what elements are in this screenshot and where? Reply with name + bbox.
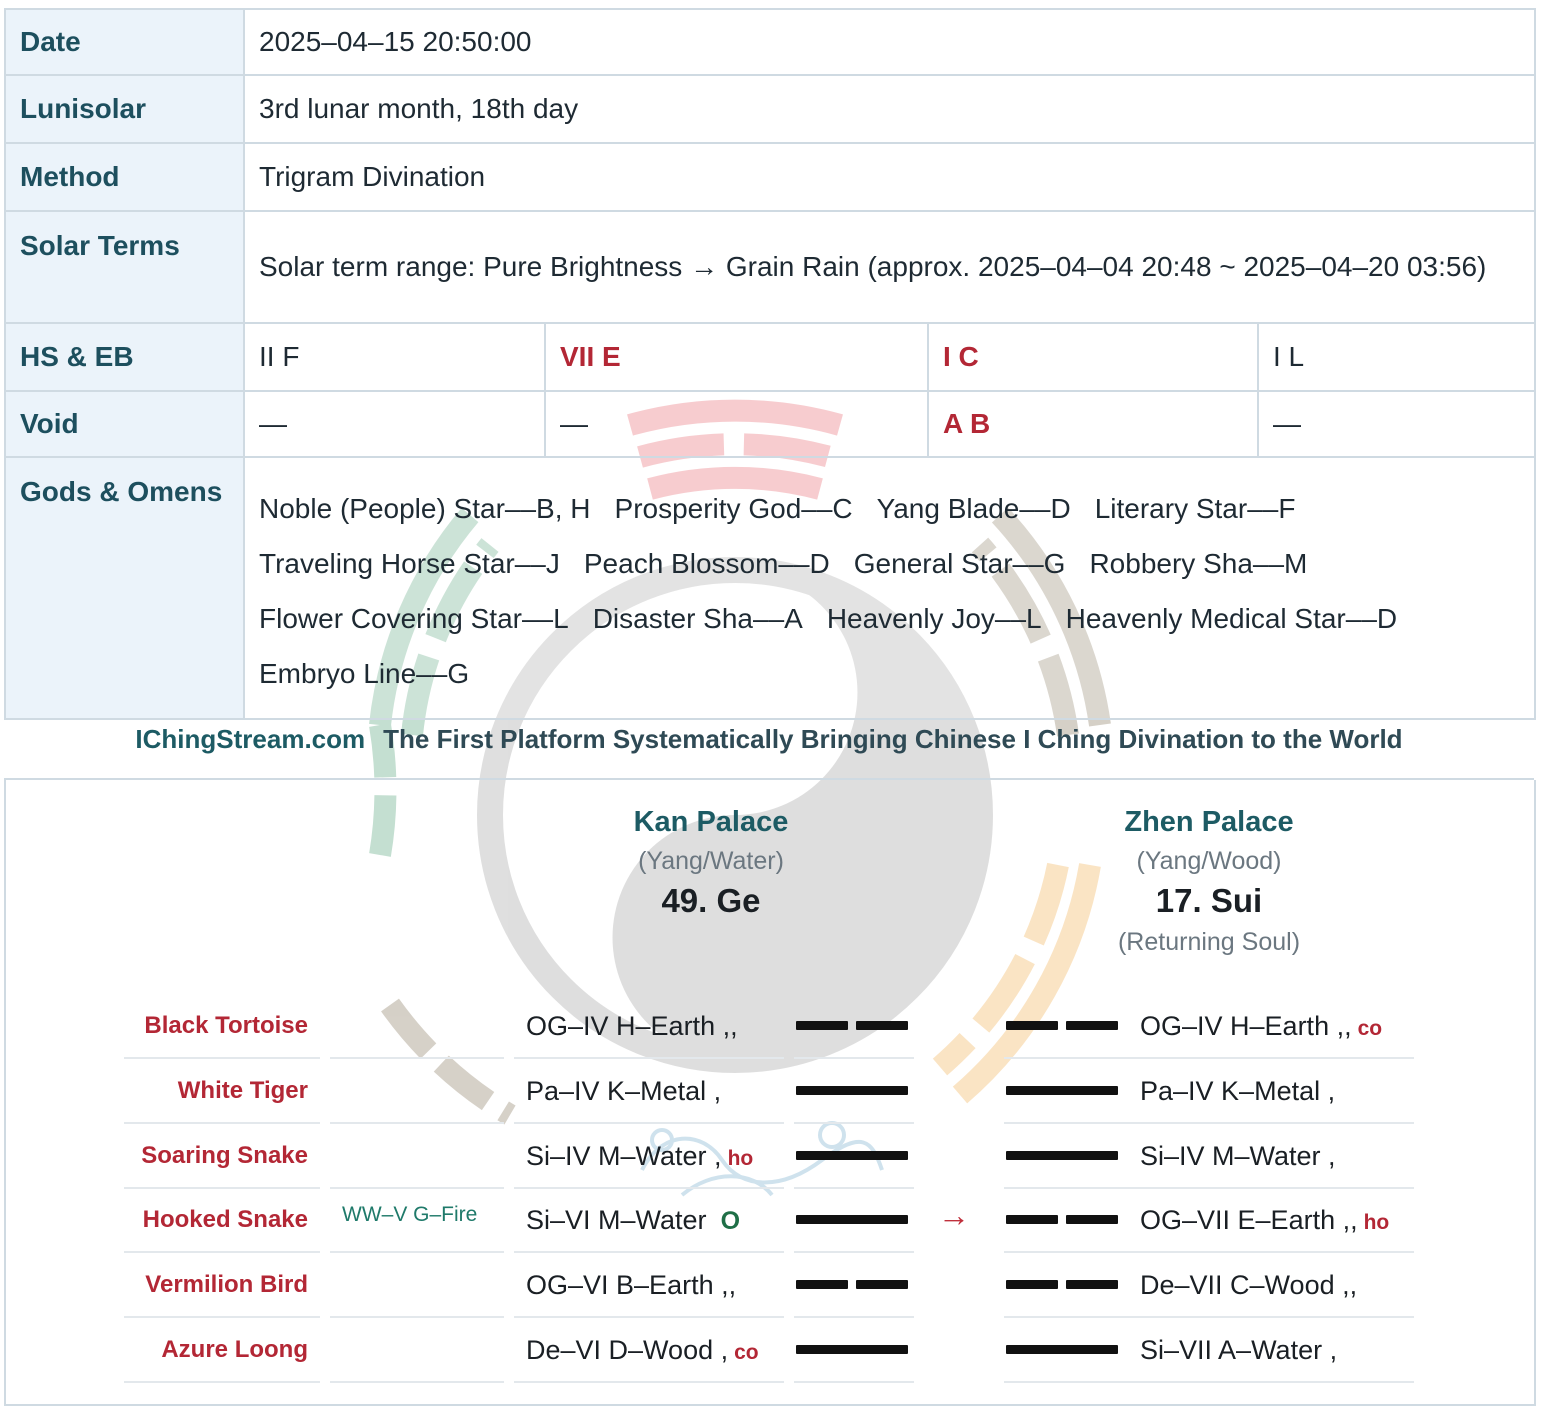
primary-yin-line-right	[856, 1021, 908, 1030]
hidden-spirit: WW–V G–Fire	[342, 1203, 478, 1226]
six-god: Hooked Snake	[142, 1206, 308, 1233]
hseb-hour: I L	[1258, 323, 1535, 391]
primary-line-text: Pa–IV K–Metal ,	[526, 1076, 722, 1106]
changed-yin-line-right	[1066, 1215, 1118, 1224]
hidden-spirit-cell	[330, 1060, 504, 1124]
hidden-spirit-cell	[330, 1125, 504, 1189]
changed-line-tag: co	[1357, 1017, 1383, 1040]
primary-line-text: OG–IV H–Earth ,,	[526, 1011, 738, 1041]
changed-line-cell	[1128, 1060, 1414, 1124]
gods-omens-list	[244, 457, 1535, 719]
line-row	[124, 1254, 1414, 1319]
change-arrow-cell	[914, 1319, 994, 1381]
changed-yin-line-left	[1006, 1280, 1058, 1289]
hseb-label: HS & EB	[5, 323, 244, 391]
line-row	[124, 995, 1414, 1060]
hidden-spirit-cell	[330, 1189, 504, 1253]
hidden-spirit-cell	[330, 1254, 504, 1318]
changed-line-tag: ho	[1363, 1211, 1390, 1234]
change-arrow-cell	[914, 1254, 994, 1316]
changed-line-bar	[1004, 1319, 1128, 1383]
changed-hexagram-note: (Returning Soul)	[1117, 928, 1301, 956]
line-row	[124, 1189, 1414, 1254]
solar-terms-value: Solar term range: Pure Brightness → Grain Rain (approx. 2025–04–04 20:48 ~ 2025–04–20 03:56)	[244, 211, 1535, 323]
six-god-cell	[124, 995, 320, 1059]
primary-line-cell	[514, 1319, 784, 1383]
primary-line-cell	[514, 1060, 784, 1124]
line-row	[124, 1125, 1414, 1190]
six-god-cell	[124, 1254, 320, 1318]
changed-line-text: OG–IV H–Earth ,,	[1140, 1011, 1352, 1041]
moving-line-mark: O	[720, 1207, 741, 1235]
god-omen-item: Yang Blade––D	[876, 493, 1071, 524]
hseb-year: II F	[244, 323, 545, 391]
void-day: A B	[928, 391, 1258, 457]
changed-hexagram-name: 17. Sui	[1155, 882, 1263, 919]
line-row	[124, 1060, 1414, 1125]
line-row	[124, 1319, 1414, 1384]
primary-hexagram-name: 49. Ge	[661, 882, 761, 919]
primary-hexagram-header	[531, 806, 891, 920]
changed-line-text: Si–IV M–Water ,	[1140, 1141, 1336, 1171]
six-god-cell	[124, 1060, 320, 1124]
primary-line-cell	[514, 1254, 784, 1318]
primary-line-text: Si–VI M–Water	[526, 1205, 707, 1235]
changed-yin-line-left	[1006, 1021, 1058, 1030]
primary-yang-line	[796, 1151, 908, 1160]
changed-yin-line-right	[1066, 1021, 1118, 1030]
change-arrow-cell	[914, 995, 994, 1057]
six-god: Black Tortoise	[144, 1012, 308, 1039]
changed-line-bar	[1004, 1254, 1128, 1318]
changed-line-bar	[1004, 1125, 1128, 1189]
six-god-cell	[124, 1189, 320, 1253]
changed-palace-attr: (Yang/Wood)	[1136, 847, 1282, 875]
changed-line-text: Pa–IV K–Metal ,	[1140, 1076, 1336, 1106]
changed-line-text: De–VII C–Wood ,,	[1140, 1270, 1358, 1300]
primary-line-cell	[514, 1189, 784, 1253]
changed-line-cell	[1128, 1189, 1414, 1253]
changed-line-bar	[1004, 1060, 1128, 1124]
changed-yin-line-left	[1006, 1215, 1058, 1224]
void-label: Void	[5, 391, 244, 457]
god-omen-item: Disaster Sha––A	[592, 603, 803, 634]
gods-omens-label: Gods & Omens	[5, 457, 244, 719]
primary-line-tag: ho	[727, 1147, 754, 1170]
changed-yang-line	[1006, 1151, 1118, 1160]
primary-line-text: De–VI D–Wood ,	[526, 1335, 729, 1365]
change-arrow: →	[938, 1197, 970, 1233]
change-arrow-cell	[914, 1189, 994, 1251]
hidden-spirit-cell	[330, 995, 504, 1059]
six-god: Soaring Snake	[141, 1142, 308, 1169]
method-label: Method	[5, 143, 244, 211]
void-hour: —	[1258, 391, 1535, 457]
changed-line-bar	[1004, 995, 1128, 1059]
primary-line-cell	[514, 1125, 784, 1189]
god-omen-item: Embryo Line––G	[259, 658, 470, 689]
change-arrow-cell	[914, 1060, 994, 1122]
god-omen-item: Heavenly Medical Star––D	[1065, 603, 1398, 634]
divination-info-table	[4, 8, 1536, 720]
changed-yin-line-right	[1066, 1280, 1118, 1289]
date-label: Date	[5, 9, 244, 75]
primary-yin-line-left	[796, 1021, 848, 1030]
changed-palace-name: Zhen Palace	[1124, 806, 1294, 838]
god-omen-item: Flower Covering Star––L	[259, 603, 569, 634]
primary-yang-line	[796, 1086, 908, 1095]
primary-yin-line-right	[856, 1280, 908, 1289]
changed-line-text: OG–VII E–Earth ,,	[1140, 1205, 1358, 1235]
changed-line-text: Si–VII A–Water ,	[1140, 1335, 1338, 1365]
site-brand-link[interactable]: IChingStream.com	[135, 724, 366, 754]
lunisolar-value: 3rd lunar month, 18th day	[244, 75, 1535, 143]
god-omen-item: Noble (People) Star––B, H	[259, 493, 591, 524]
god-omen-item: Traveling Horse Star––J	[259, 548, 560, 579]
six-god: Azure Loong	[161, 1336, 308, 1363]
god-omen-item: Robbery Sha––M	[1089, 548, 1308, 579]
six-god-cell	[124, 1125, 320, 1189]
primary-yin-line-left	[796, 1280, 848, 1289]
god-omen-item: Literary Star––F	[1094, 493, 1296, 524]
hseb-month: VII E	[545, 323, 928, 391]
changed-line-bar	[1004, 1189, 1128, 1253]
primary-line-bar	[794, 1254, 914, 1318]
god-omen-item: Peach Blossom––D	[583, 548, 830, 579]
changed-line-cell	[1128, 1125, 1414, 1189]
changed-line-cell	[1128, 1319, 1414, 1383]
site-banner	[4, 706, 1534, 780]
changed-hexagram-header	[1029, 806, 1389, 957]
primary-line-text: OG–VI B–Earth ,,	[526, 1270, 737, 1300]
primary-line-bar	[794, 995, 914, 1059]
six-god: White Tiger	[177, 1077, 308, 1104]
primary-yang-line	[796, 1345, 908, 1354]
primary-yang-line	[796, 1215, 908, 1224]
god-omen-item: Prosperity God––C	[614, 493, 853, 524]
changed-yang-line	[1006, 1345, 1118, 1354]
god-omen-item: General Star––G	[853, 548, 1066, 579]
void-year: —	[244, 391, 545, 457]
changed-yang-line	[1006, 1086, 1118, 1095]
change-arrow-cell	[914, 1125, 994, 1187]
six-god: Vermilion Bird	[145, 1271, 308, 1298]
void-month: —	[545, 391, 928, 457]
hidden-spirit-cell	[330, 1319, 504, 1383]
date-value: 2025–04–15 20:50:00	[244, 9, 1535, 75]
primary-line-bar	[794, 1319, 914, 1383]
primary-line-cell	[514, 995, 784, 1059]
primary-line-bar	[794, 1060, 914, 1124]
god-omen-item: Heavenly Joy––L	[826, 603, 1042, 634]
site-tagline: The First Platform Systematically Bringing Chinese I Ching Divination to the World	[383, 724, 1403, 754]
primary-line-text: Si–IV M–Water ,	[526, 1141, 722, 1171]
primary-line-bar	[794, 1125, 914, 1189]
primary-palace-name: Kan Palace	[633, 806, 789, 838]
primary-palace-attr: (Yang/Water)	[638, 847, 784, 875]
primary-line-tag: co	[734, 1341, 759, 1364]
method-value: Trigram Divination	[244, 143, 1535, 211]
six-god-cell	[124, 1319, 320, 1383]
changed-line-cell	[1128, 1254, 1414, 1318]
hseb-day: I C	[928, 323, 1258, 391]
solar-terms-label: Solar Terms	[5, 211, 244, 323]
lunisolar-label: Lunisolar	[5, 75, 244, 143]
primary-line-bar	[794, 1189, 914, 1253]
changed-line-cell	[1128, 995, 1414, 1059]
